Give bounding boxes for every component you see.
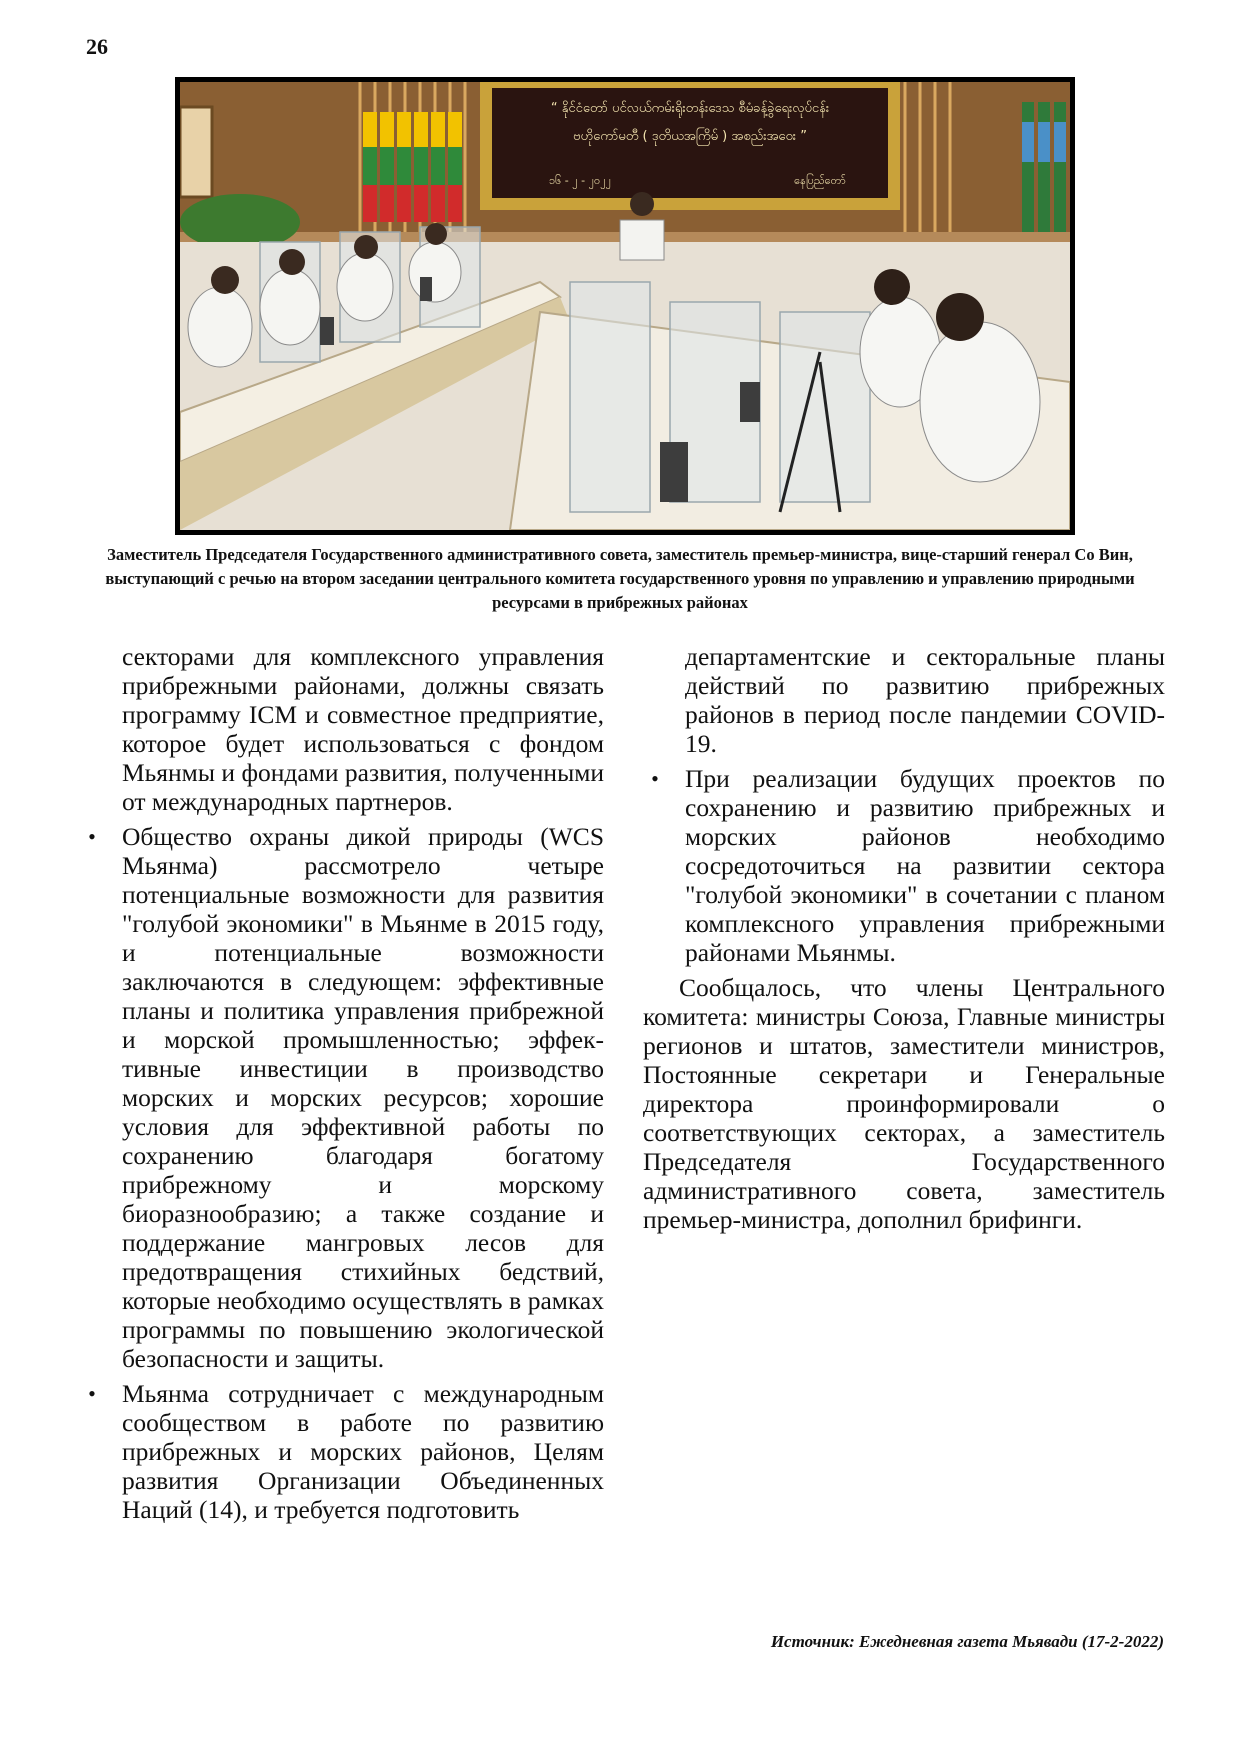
banner-date: ၁၆ - ၂ - ၂၀၂၂ <box>548 174 612 187</box>
source-credit: Источник: Ежедневная газета Мьявади (17-2-2022) <box>770 1632 1164 1651</box>
bullet-item <box>80 1379 604 1524</box>
page-number: 26 <box>86 34 108 59</box>
bullet-dot: • <box>88 824 96 849</box>
right-column <box>643 642 1165 1234</box>
bullet-dot: • <box>651 766 659 791</box>
meeting-photo <box>175 77 1075 535</box>
banner-line-2: ဗဟိုကော်မတီ ( ဒုတိယအကြိမ် ) အစည်းအဝေး ” <box>573 129 807 144</box>
banner-place: နေပြည်တော် <box>794 174 846 187</box>
bullet-dot: • <box>88 1381 96 1406</box>
bullet-text: Мьянма сотрудничает с международным сообществом в работе по развитию прибрежных и морских районов, Целям развития Организации Объединенных Наций (14), и требуется подготовить <box>122 1379 604 1524</box>
bullet-item <box>643 764 1165 967</box>
banner-line-1: “ နိုင်ငံတော် ပင်လယ်ကမ်းရိုးတန်းဒေသ စီမံခန့်ခွဲရေးလုပ်ငန်း <box>550 101 830 116</box>
bullet-text: Общество охраны дикой природы (WCS Мьянма) рассмотрело четыре потенциальные возможности для развития "голубой экономики" в Мьянме в 2015 году, и потенциальные возможности заключаются в следующем: эффективные планы и политика управления прибрежной и морской промышленностью; эффективные инвестиции в производство морских и морских ресурсов; хорошие условия для эффективной работы по сохранению благодаря богатому прибрежному и морскому биоразнообразию; а также создание и поддержание мангровых лесов для предотвращения стихийных бедствий, которые необходимо осуществлять в рамках программы по повышению экологической безопасности и защиты. <box>122 822 604 1373</box>
bullet-text: При реализации будущих проектов по сохранению и развитию прибрежных и морских районов необходимо сосредоточиться на развитии сектора "голубой экономики" в сочетании с планом комплексного управления прибрежными районами Мьянмы. <box>685 764 1165 967</box>
continuation-text: секторами для комплексного управления прибрежными районами, должны связать программу ICM и совместное предприятие, которое будет использоваться с фондом Мьянмы и фондами развития, полученными от международных партнеров. <box>122 642 604 816</box>
flags-right <box>1022 102 1066 232</box>
meeting-photo-illustration <box>180 82 1070 530</box>
left-column <box>80 642 604 1524</box>
continuation-text: департаментские и секторальные планы действий по развитию прибрежных районов в период после пандемии COVID-19. <box>685 642 1165 758</box>
bullet-item <box>80 822 604 1373</box>
body-paragraph: Сообщалось, что члены Центрального комитета: министры Союза, Главные министры регионов и штатов, заместители министров, Постоянные секретари и Генеральные директора проинформировали о соответствующих секторах, а заместитель Председателя Государственного административного совета, заместитель премьер-министра, дополнил брифинги. <box>643 973 1165 1234</box>
photo-caption: Заместитель Председателя Государственного административного совета, заместитель премьер-министра, вице-старший генерал Со Вин, выступающий с речью на втором заседании центрального комитета государственного уровня по управлению и управлению природными ресурсами в прибрежных районах <box>105 545 1135 612</box>
